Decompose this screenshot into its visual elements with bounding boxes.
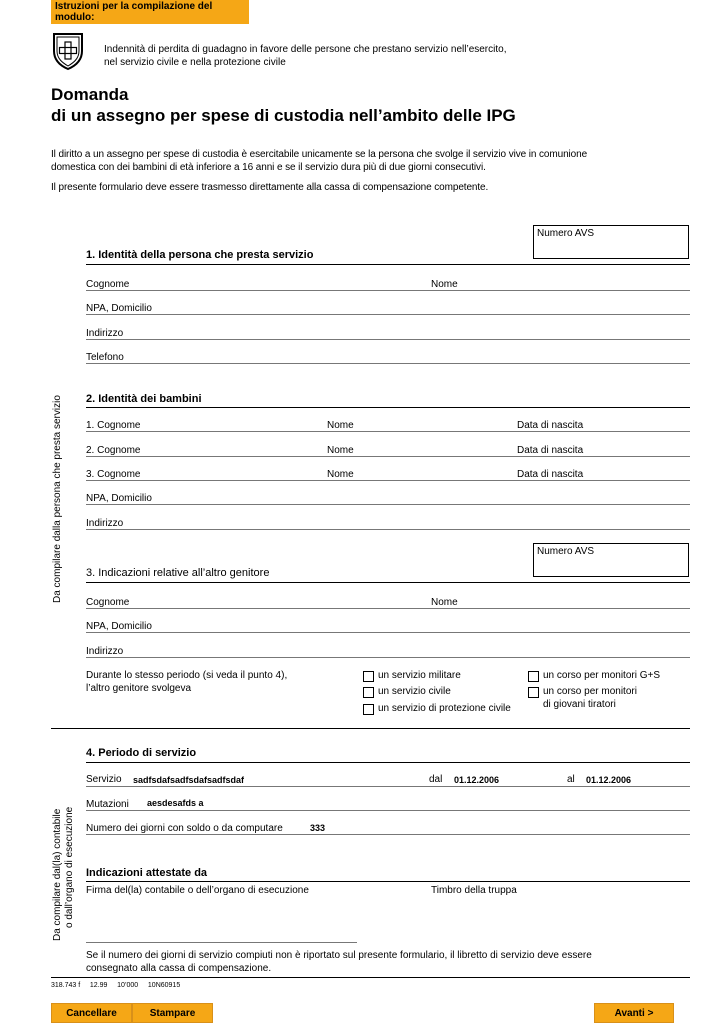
child-1-birthdate-label: Data di nascita [517,420,584,431]
section-2-rule [86,407,690,408]
applicant-surname-label: Cognome [86,279,130,290]
applicant-address-label: Indirizzo [86,328,124,339]
next-button[interactable]: Avanti > [594,1003,674,1023]
applicant-firstname-label: Nome [431,279,458,290]
child-3-field[interactable] [86,480,690,481]
military-service-checkbox[interactable] [363,671,374,682]
signature-label: Firma del(la) contabile o dell’organo di esecuzione [86,885,309,896]
subtitle-line-2: nel servizio civile e nella protezione civile [104,57,286,68]
civil-protection-checkbox[interactable] [363,704,374,715]
civil-protection-label: un servizio di protezione civile [378,703,511,714]
service-label: Servizio [86,774,122,785]
children-address-field[interactable] [86,529,690,530]
troop-stamp-label: Timbro della truppa [431,885,517,896]
avs-number-field-1[interactable] [533,225,689,259]
service-value[interactable]: sadfsdafsadfsdafsadfsdaf [133,775,245,785]
avs-number-field-2[interactable] [533,543,689,577]
children-npa-label: NPA, Domicilio [86,493,152,504]
days-value[interactable]: 333 [310,823,326,833]
applicant-npa-label: NPA, Domicilio [86,303,152,314]
service-field[interactable] [86,786,690,787]
changes-label: Mutazioni [86,799,129,810]
section-4-title: 4. Periodo di servizio [86,747,197,759]
other-parent-address-label: Indirizzo [86,646,124,657]
cancel-button[interactable]: Cancellare [51,1003,132,1023]
applicant-address-field[interactable] [86,339,690,340]
children-npa-field[interactable] [86,504,690,505]
child-2-field[interactable] [86,456,690,457]
from-date-label: dal [429,774,443,785]
applicant-phone-label: Telefono [86,352,124,363]
section-1-title: 1. Identità della persona che presta servizio [86,249,314,261]
instructions-banner[interactable]: Istruzioni per la compilazione del modulo: [51,0,249,24]
note-line-2: consegnato alla cassa di compensazione. [86,963,272,974]
child-2-surname-label: 2. Cognome [86,445,141,456]
civil-service-label: un servizio civile [378,686,451,697]
swiss-emblem-icon [51,31,85,71]
child-1-name-label: Nome [327,420,354,431]
child-3-birthdate-label: Data di nascita [517,469,584,480]
applicant-npa-field[interactable] [86,314,690,315]
applicant-name-field[interactable] [86,290,690,291]
section-4-rule [86,762,690,763]
applicant-phone-field[interactable] [86,363,690,364]
shooting-instructor-course-checkbox[interactable] [528,687,539,698]
attestation-title: Indicazioni attestate da [86,867,208,879]
side-label-accountant-line-2: o dall’organo di esecuzione [64,806,75,928]
child-2-name-label: Nome [327,445,354,456]
shooting-instructor-course-label-2: di giovani tiratori [543,699,616,710]
other-parent-surname-label: Cognome [86,597,130,608]
child-3-surname-label: 3. Cognome [86,469,141,480]
note-line-1: Se il numero dei giorni di servizio compiuti non è riportato sul presente formulario, il libretto di servizio deve essere [86,950,592,961]
page-title-line-1: Domanda [51,85,129,104]
changes-field[interactable] [86,810,690,811]
changes-value[interactable]: aesdesafds a [147,798,204,808]
section-3-title: 3. Indicazioni relative all’altro genitore [86,567,270,579]
side-label-accountant-line-1: Da compilare dal(la) contabile [52,808,63,941]
other-parent-npa-field[interactable] [86,632,690,633]
other-parent-npa-label: NPA, Domicilio [86,621,152,632]
other-parent-name-field[interactable] [86,608,690,609]
other-parent-firstname-label: Nome [431,597,458,608]
child-3-name-label: Nome [327,469,354,480]
child-1-surname-label: 1. Cognome [86,420,141,431]
page-title-line-2: di un assegno per spese di custodia nell’ambito delle IPG [51,106,516,125]
period-question-line-1: Durante lo stesso periodo (si veda il punto 4), [86,670,288,681]
shooting-instructor-course-label-1: un corso per monitori [543,686,637,697]
days-field[interactable] [86,834,690,835]
days-label: Numero dei giorni con soldo o da computare [86,823,283,834]
civil-service-checkbox[interactable] [363,687,374,698]
section-1-rule [86,264,690,265]
signature-line[interactable] [86,942,357,943]
intro-paragraph-1-line-2: domestica con dei bambini di età inferiore a 16 anni e se il servizio dura più di due giorni consecutivi. [51,162,486,173]
children-address-label: Indirizzo [86,518,124,529]
from-date-value[interactable]: 01.12.2006 [454,775,500,785]
avs-number-label: Numero AVS [537,546,595,557]
section-3-rule [86,582,690,583]
military-service-label: un servizio militare [378,670,461,681]
period-question-line-2: l’altro genitore svolgeva [86,683,192,694]
footer-rule [51,977,690,978]
intro-paragraph-1-line-1: Il diritto a un assegno per spese di custodia è esercitabile unicamente se la persona che svolge il servizio vive in comunione [51,149,588,160]
section-divider [51,728,690,729]
other-parent-address-field[interactable] [86,657,690,658]
print-button[interactable]: Stampare [132,1003,213,1023]
gs-instructor-course-checkbox[interactable] [528,671,539,682]
intro-paragraph-2: Il presente formulario deve essere trasmesso direttamente alla cassa di compensazione competente. [51,182,489,193]
side-label-applicant: Da compilare dalla persona che presta servizio [52,395,63,603]
gs-instructor-course-label: un corso per monitori G+S [543,670,660,681]
to-date-label: al [567,774,575,785]
to-date-value[interactable]: 01.12.2006 [586,775,632,785]
form-code: 318.743 f 12.99 10’000 10N60915 [51,982,181,989]
child-2-birthdate-label: Data di nascita [517,445,584,456]
child-1-field[interactable] [86,431,690,432]
avs-number-label: Numero AVS [537,228,595,239]
section-2-title: 2. Identità dei bambini [86,393,202,405]
subtitle-line-1: Indennità di perdita di guadagno in favore delle persone che prestano servizio nell’esercito, [104,44,507,55]
attestation-rule [86,881,690,882]
